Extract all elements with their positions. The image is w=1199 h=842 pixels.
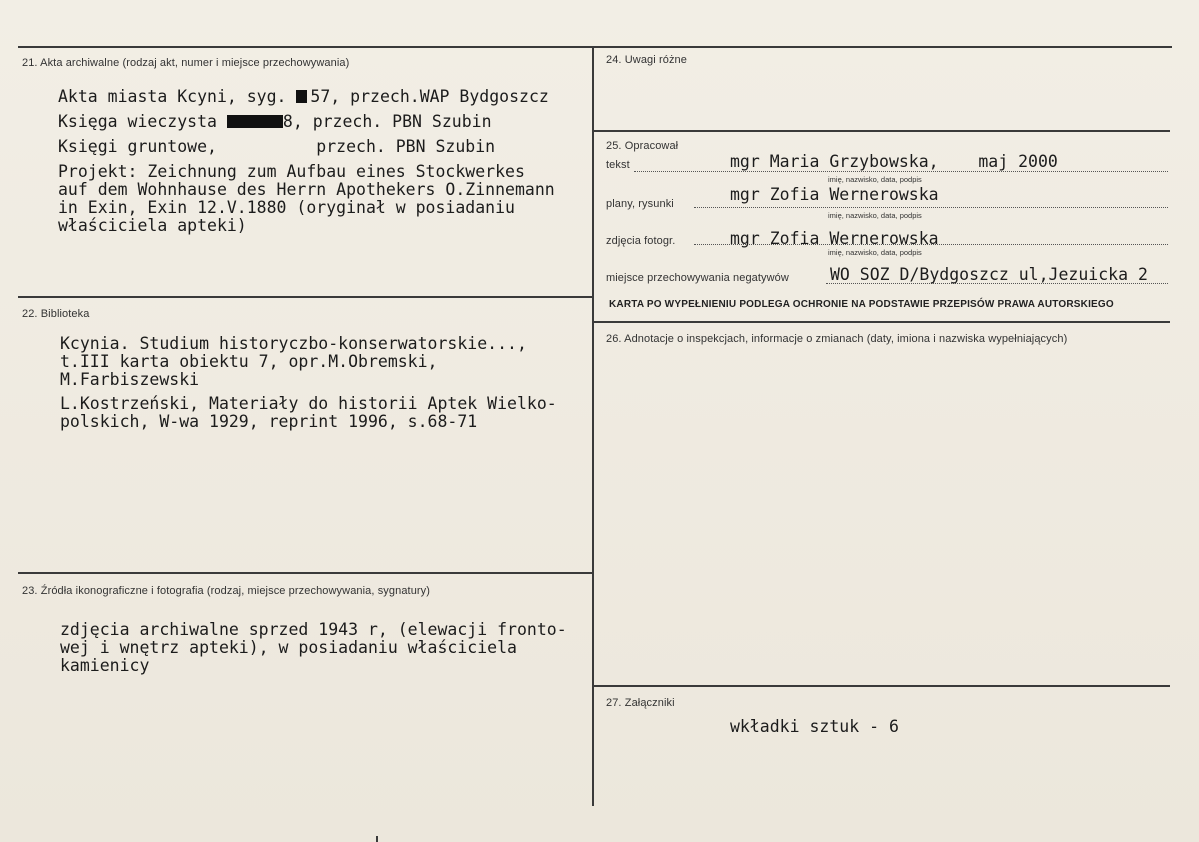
sec21-line6: in Exin, Exin 12.V.1880 (oryginał w posiadaniu (58, 198, 515, 217)
plany-caption: imię, nazwisko, data, podpis (828, 211, 922, 220)
negatywy-label: miejsce przechowywania negatywów (606, 272, 789, 284)
sec23-line3: kamienicy (60, 656, 150, 675)
vertical-divider (592, 46, 594, 806)
sec22-line4: L.Kostrzeński, Materiały do historii Aptek Wielko- (60, 394, 557, 413)
bottom-tick (376, 836, 378, 842)
redaction-bar (296, 90, 307, 103)
sec21-line4: Projekt: Zeichnung zum Aufbau eines Stockwerkes (58, 162, 525, 181)
zdjecia-label: zdjęcia fotogr. (606, 235, 676, 247)
section-23-label: 23. Źródła ikonograficzne i fotografia (rodzaj, miejsce przechowywania, sygnatury) (22, 585, 431, 597)
sec21-line5: auf dem Wohnhause des Herrn Apothekers O.Zinnemann (58, 180, 555, 199)
sec22-line2: t.III karta obiektu 7, opr.M.Obremski, (60, 352, 438, 371)
copyright-notice: KARTA PO WYPEŁNIENIU PODLEGA OCHRONIE NA PODSTAWIE PRZEPISÓW PRAWA AUTORSKIEGO (609, 299, 1114, 310)
rule-25-26 (593, 321, 1170, 323)
sec23-line1: zdjęcia archiwalne sprzed 1943 r, (elewacji fronto- (60, 620, 567, 639)
section-21-label: 21. Akta archiwalne (rodzaj akt, numer i miejsce przechowywania) (22, 57, 350, 69)
plany-label: plany, rysunki (606, 198, 674, 210)
section-27-label: 27. Załączniki (606, 697, 675, 709)
section-24-label: 24. Uwagi różne (606, 54, 687, 66)
sec22-line5: polskich, W-wa 1929, reprint 1996, s.68-71 (60, 412, 478, 431)
rule-26-27 (593, 685, 1170, 687)
rule-24-25 (593, 130, 1170, 132)
sec22-line3: M.Farbiszewski (60, 370, 200, 389)
sec21-line3: Księgi gruntowe, przech. PBN Szubin (58, 137, 496, 156)
sec23-line2: wej i wnętrz apteki), w posiadaniu właściciela (60, 638, 517, 657)
plany-dotted-line (694, 207, 1168, 208)
section-26-label: 26. Adnotacje o inspekcjach, informacje o zmianach (daty, imiona i nazwiska wypełniających) (606, 333, 1068, 345)
sec21-line7: właściciela apteki) (58, 216, 247, 235)
rule-22-23 (18, 572, 593, 574)
section-22-label: 22. Biblioteka (22, 308, 90, 320)
top-rule (18, 46, 1172, 48)
sec21-line1: Akta miasta Kcyni, syg. 57, przech.WAP Bydgoszcz (58, 87, 549, 106)
sec21-line2: Księga wieczysta 8, przech. PBN Szubin (58, 112, 492, 131)
section-25-label: 25. Opracował (606, 140, 679, 152)
negatywy-value: WO SOZ D/Bydgoszcz ul,Jezuicka 2 (830, 265, 1148, 284)
zdjecia-value: mgr Zofia Wernerowska (730, 229, 939, 248)
redaction-bar (227, 115, 283, 128)
attachments-value: wkładki sztuk - 6 (730, 717, 899, 736)
tekst-value: mgr Maria Grzybowska, maj 2000 (730, 152, 1058, 171)
tekst-caption: imię, nazwisko, data, podpis (828, 175, 922, 184)
sec22-line1: Kcynia. Studium historyczbo-konserwatorskie..., (60, 334, 527, 353)
plany-value: mgr Zofia Wernerowska (730, 185, 939, 204)
rule-21-22 (18, 296, 593, 298)
tekst-label: tekst (606, 159, 630, 171)
zdjecia-caption: imię, nazwisko, data, podpis (828, 248, 922, 257)
